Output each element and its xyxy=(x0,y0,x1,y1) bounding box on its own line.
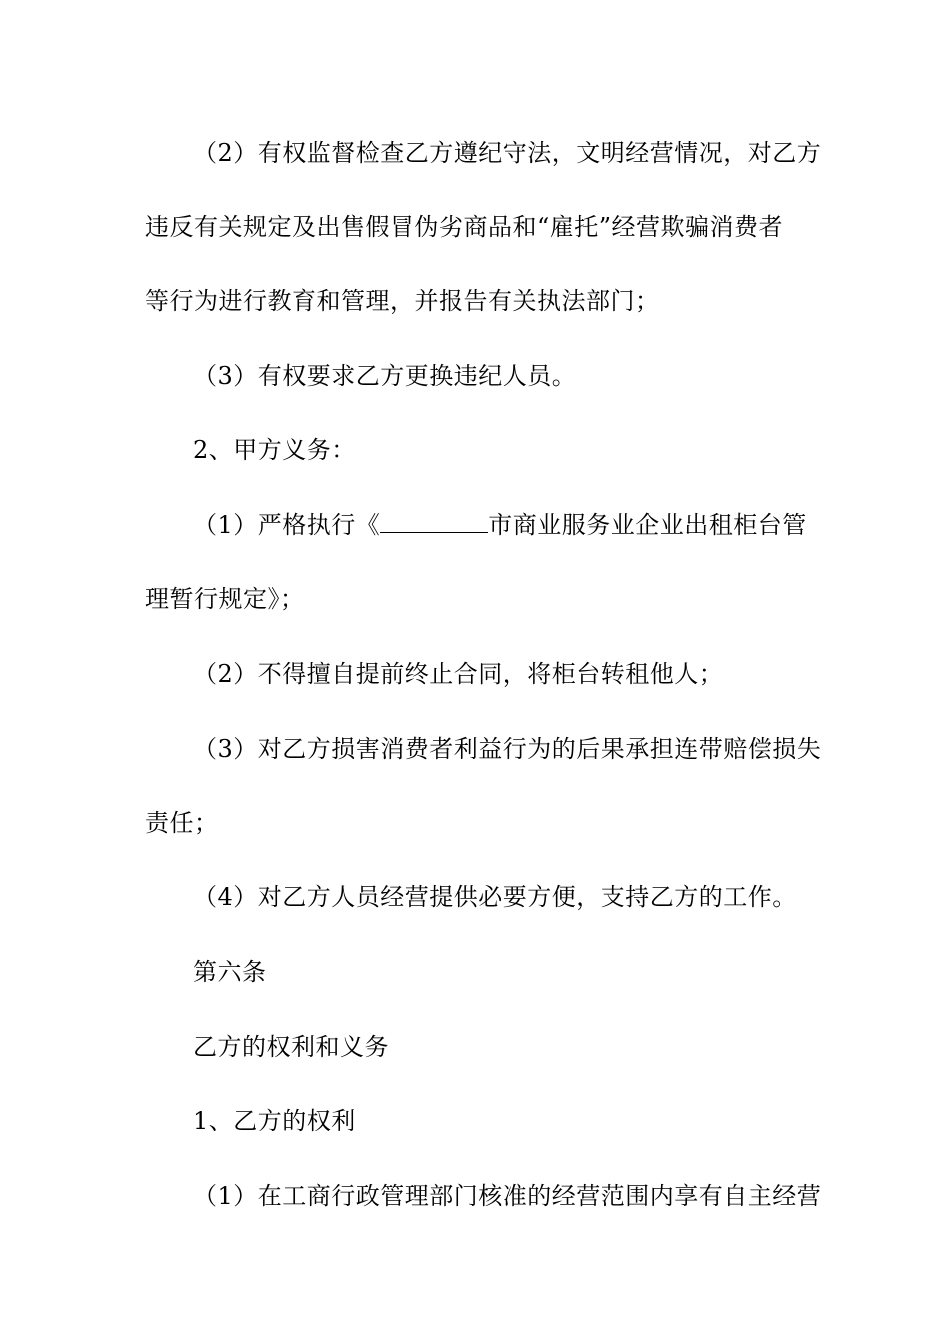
paragraph-line xyxy=(193,510,873,540)
section-heading: 1、乙方的权利 xyxy=(193,1107,356,1135)
article-heading: 第六条 xyxy=(193,958,267,986)
section-heading: 2、甲方义务： xyxy=(193,436,356,464)
paragraph-line: （1）在工商行政管理部门核准的经营范围内享有自主经营 xyxy=(193,1182,822,1210)
paragraph-line: （2）有权监督检查乙方遵纪守法，文明经营情况，对乙方 xyxy=(193,139,822,167)
paragraph-text: 市商业服务业企业出租柜台管 xyxy=(488,511,807,539)
paragraph-line: （2）不得擅自提前终止合同，将柜台转租他人； xyxy=(193,660,724,688)
paragraph-line: （3）对乙方损害消费者利益行为的后果承担连带赔偿损失 xyxy=(193,735,822,763)
article-title: 乙方的权利和义务 xyxy=(193,1033,389,1061)
paragraph-text: （1）严格执行《 xyxy=(193,511,381,539)
paragraph-line: （4）对乙方人员经营提供必要方便，支持乙方的工作。 xyxy=(193,883,797,911)
fill-in-blank xyxy=(380,510,488,533)
paragraph-line: 理暂行规定》； xyxy=(145,585,305,613)
paragraph-line: （3）有权要求乙方更换违纪人员。 xyxy=(193,362,577,390)
paragraph-line: 违反有关规定及出售假冒伪劣商品和“雇托”经营欺骗消费者 xyxy=(145,213,784,241)
paragraph-line: 责任； xyxy=(145,809,219,837)
paragraph-line: 等行为进行教育和管理，并报告有关执法部门； xyxy=(145,287,660,315)
